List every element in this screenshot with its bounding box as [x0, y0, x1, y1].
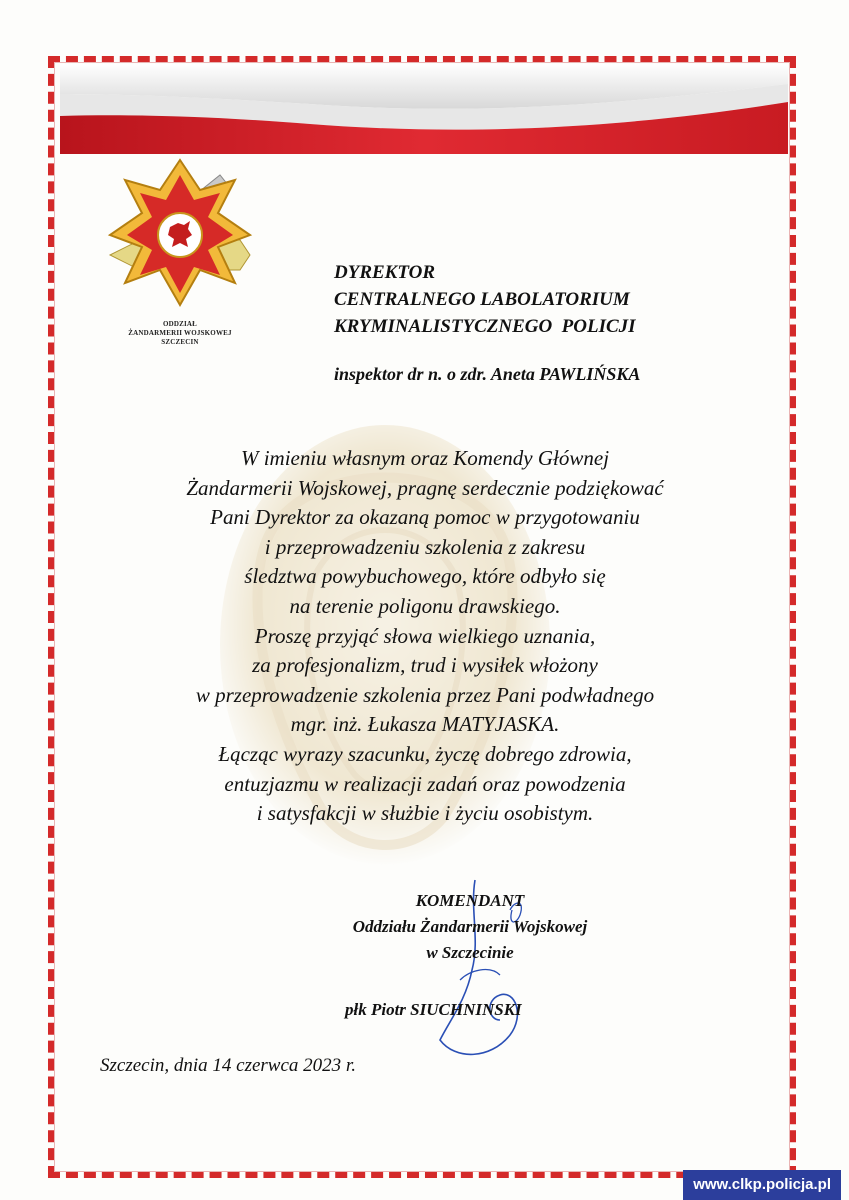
signoff-block	[290, 888, 650, 966]
body-line: Łącząc wyrazy szacunku, życzę dobrego zdrowia,	[218, 741, 632, 766]
signoff-line: KOMENDANT	[415, 891, 525, 910]
body-line: W imieniu własnym oraz Komendy Głównej	[240, 446, 610, 470]
body-line: i satysfakcji w służbie i życiu osobistym.	[256, 801, 594, 826]
signoff-line: w Szczecinie	[426, 943, 514, 962]
emblem-caption	[105, 320, 255, 347]
letter-body	[120, 444, 730, 829]
body-line: w przeprowadzenie szkolenia przez Pani podwładnego	[195, 682, 655, 707]
signoff-line: Oddziału Żandarmerii Wojskowej	[352, 917, 588, 936]
emblem-caption-line: SZCZECIN	[161, 338, 199, 346]
body-line: śledztwa powybuchowego, które odbyło się	[244, 564, 606, 589]
recipient-line: DYREKTOR	[334, 262, 436, 283]
body-line: Proszę przyjąć słowa wielkiego uznania,	[254, 623, 596, 648]
signer-name: płk Piotr SIUCHNINSKI	[345, 1000, 522, 1019]
body-line: za profesjonalizm, trud i wysiłek włożony	[252, 653, 598, 678]
body-line: mgr. inż. Łukasza MATYJASKA.	[290, 712, 560, 737]
body-line: Żandarmerii Wojskowej, pragnę serdecznie podziękować	[186, 475, 664, 500]
body-line: i przeprowadzeniu szkolenia z zakresu	[264, 534, 586, 559]
website-watermark: www.clkp.policja.pl	[683, 1170, 841, 1200]
recipient-name: inspektor dr n. o zdr. Aneta PAWLIŃSKA	[334, 364, 641, 384]
emblem-caption-line: ODDZIAŁ	[162, 320, 198, 328]
recipient-line: CENTRALNEGO LABOLATORIUM	[334, 289, 630, 310]
flag-ribbon	[60, 64, 788, 154]
military-police-emblem	[100, 155, 260, 315]
emblem-caption-line: ŻANDARMERII WOJSKOWEJ	[128, 329, 232, 337]
body-line: na terenie poligonu drawskiego.	[289, 593, 561, 618]
recipient-line: KRYMINALISTYCZNEGO POLICJI	[334, 316, 636, 337]
body-line: Pani Dyrektor za okazaną pomoc w przygotowaniu	[210, 505, 640, 530]
body-line: entuzjazmu w realizacji zadań oraz powodzenia	[224, 771, 626, 796]
recipient-title	[334, 259, 636, 340]
place-and-date: Szczecin, dnia 14 czerwca 2023 r.	[100, 1055, 356, 1076]
